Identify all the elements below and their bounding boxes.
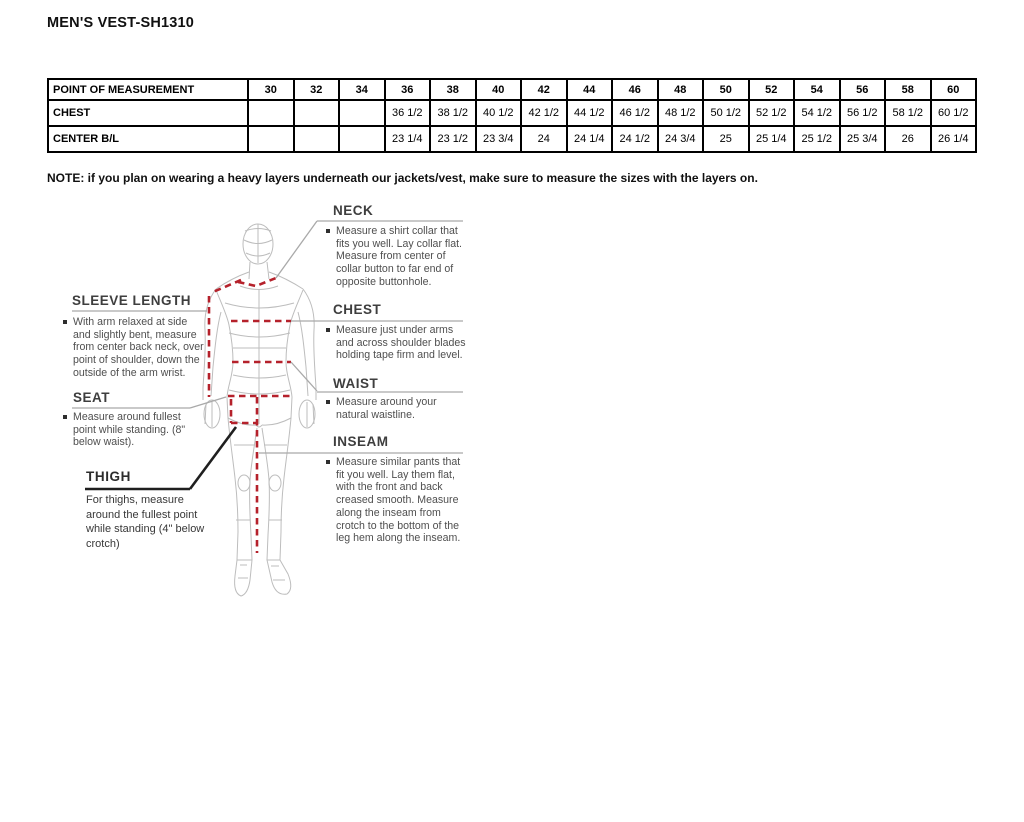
size-col-header: 42	[521, 79, 567, 100]
size-value-cell: 25 1/2	[794, 126, 840, 152]
sleeve-length-description: With arm relaxed at side and slightly bent, measure from center back neck, over point of shoulder, down the outside of the arm wrist.	[63, 316, 205, 380]
inseam-label: INSEAM	[333, 434, 389, 449]
thigh-dash-box	[231, 399, 257, 423]
size-col-header: 48	[658, 79, 704, 100]
size-value-cell: 25	[703, 126, 749, 152]
size-value-cell: 54 1/2	[794, 100, 840, 126]
waist-description: Measure around your natural waistline.	[326, 396, 454, 421]
size-value-cell: 25 3/4	[840, 126, 886, 152]
size-col-header: 54	[794, 79, 840, 100]
size-col-header: 36	[385, 79, 431, 100]
seat-leader-line	[190, 397, 226, 408]
size-value-cell: 38 1/2	[430, 100, 476, 126]
size-value-cell: 60 1/2	[931, 100, 977, 126]
size-value-cell: 23 1/4	[385, 126, 431, 152]
sleeve-length-label: SLEEVE LENGTH	[72, 293, 192, 308]
waist-label: WAIST	[333, 376, 379, 391]
size-col-header: 52	[749, 79, 795, 100]
neck-dash-line	[238, 278, 276, 286]
size-value-cell: 44 1/2	[567, 100, 613, 126]
size-value-cell: 48 1/2	[658, 100, 704, 126]
size-value-cell: 24 1/2	[612, 126, 658, 152]
size-col-header: 46	[612, 79, 658, 100]
size-col-header: 44	[567, 79, 613, 100]
bullet-square-icon	[63, 320, 67, 324]
size-value-cell: 56 1/2	[840, 100, 886, 126]
size-col-header: 50	[703, 79, 749, 100]
neck-description: Measure a shirt collar that fits you well. Lay collar flat. Measure from center of collar button to far end of opposite buttonhole.	[326, 225, 462, 289]
size-value-cell: 26 1/4	[931, 126, 977, 152]
size-col-header: 56	[840, 79, 886, 100]
point-of-measurement-header: POINT OF MEASUREMENT	[48, 79, 248, 100]
bullet-square-icon	[326, 229, 330, 233]
size-value-cell: 42 1/2	[521, 100, 567, 126]
chest-label: CHEST	[333, 302, 382, 317]
size-col-header: 58	[885, 79, 931, 100]
size-value-cell: 26	[885, 126, 931, 152]
bullet-square-icon	[326, 460, 330, 464]
bullet-square-icon	[326, 328, 330, 332]
size-value-cell: 50 1/2	[703, 100, 749, 126]
size-value-cell: 58 1/2	[885, 100, 931, 126]
neck-label: NECK	[333, 203, 374, 218]
size-col-header: 60	[931, 79, 977, 100]
size-col-header: 32	[294, 79, 340, 100]
note-text: NOTE: if you plan on wearing a heavy layers underneath our jackets/vest, make sure to measure the sizes with the layers on.	[47, 171, 758, 185]
size-value-cell: 24 3/4	[658, 126, 704, 152]
thigh-leader-line	[190, 427, 236, 489]
size-col-header: 38	[430, 79, 476, 100]
inseam-description: Measure similar pants that fit you well. Lay them flat, with the front and back creased smooth. Measure along the inseam from crotch to the bottom of the leg hem along the inseam.	[326, 456, 466, 545]
row-label: CHEST	[48, 100, 248, 126]
page-title: MEN'S VEST-SH1310	[47, 15, 195, 31]
seat-description: Measure around fullest point while standing. (8" below waist).	[63, 411, 193, 449]
size-value-cell: 24 1/4	[567, 126, 613, 152]
bullet-square-icon	[326, 400, 330, 404]
size-col-header: 34	[339, 79, 385, 100]
size-col-header: 40	[476, 79, 522, 100]
size-value-cell: 23 1/2	[430, 126, 476, 152]
chest-description: Measure just under arms and across shoulder blades holding tape firm and level.	[326, 324, 468, 362]
bullet-square-icon	[63, 415, 67, 419]
size-value-cell: 24	[521, 126, 567, 152]
neck-leader-line	[276, 221, 317, 278]
size-value-cell: 52 1/2	[749, 100, 795, 126]
thigh-description: For thighs, measure around the fullest point while standing (4" below crotch)	[86, 494, 205, 550]
row-label: CENTER B/L	[48, 126, 248, 152]
waist-leader-line	[291, 362, 317, 391]
size-value-cell: 23 3/4	[476, 126, 522, 152]
size-value-cell: 46 1/2	[612, 100, 658, 126]
seat-label: SEAT	[73, 390, 111, 405]
size-value-cell: 25 1/4	[749, 126, 795, 152]
size-col-header: 30	[248, 79, 294, 100]
size-value-cell: 40 1/2	[476, 100, 522, 126]
size-value-cell: 36 1/2	[385, 100, 431, 126]
thigh-label: THIGH	[86, 469, 131, 484]
